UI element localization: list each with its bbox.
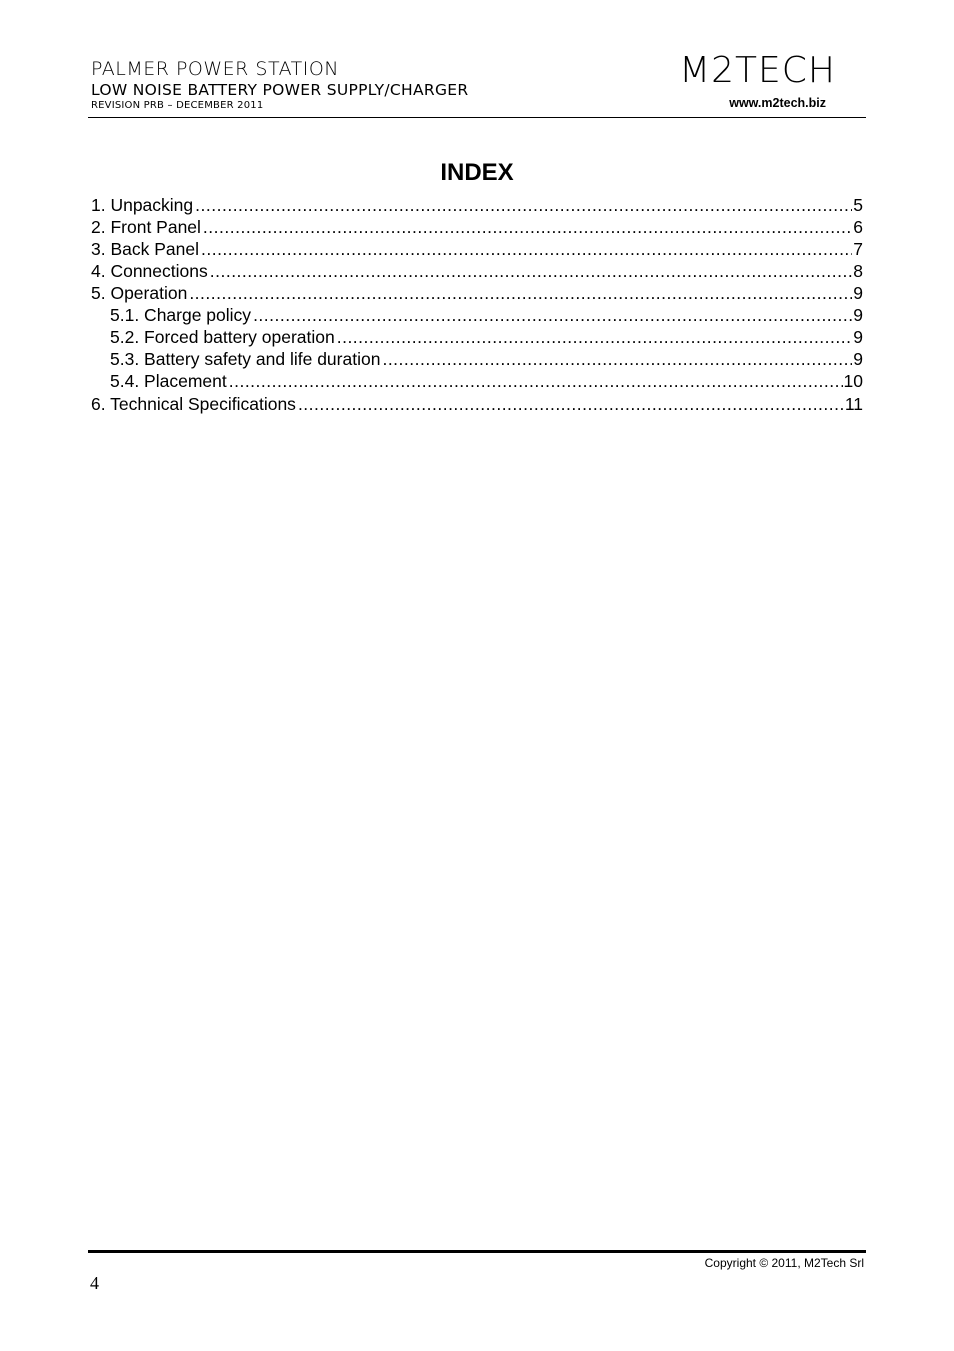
toc-entry-label: 5.1. Charge policy — [110, 305, 252, 325]
toc-entry-page: 8 — [853, 261, 863, 281]
revision-label: REVISION PRB – DECEMBER 2011 — [91, 100, 264, 111]
toc-entry-label: 5. Operation — [91, 283, 188, 303]
toc-entry-front-panel[interactable] — [91, 216, 863, 238]
toc-entry-page: 11 — [844, 394, 863, 414]
toc-entry-page: 9 — [853, 283, 863, 303]
toc-entry-back-panel[interactable] — [91, 238, 863, 260]
toc-entry-label: 1. Unpacking — [91, 195, 194, 215]
toc-entry-label: 4. Connections — [91, 261, 208, 281]
toc-entry-label: 5.2. Forced battery operation — [110, 327, 335, 347]
document-title: PALMER POWER STATION — [91, 58, 340, 80]
toc-entry-page: 6 — [853, 217, 863, 237]
toc-entry-connections[interactable] — [91, 260, 863, 282]
toc-entry-forced-battery-operation[interactable] — [91, 326, 863, 348]
toc-entry-label: 3. Back Panel — [91, 239, 199, 259]
dot-leader — [210, 260, 853, 282]
dot-leader — [195, 194, 852, 216]
toc-entry-placement[interactable] — [91, 370, 863, 392]
toc-entry-charge-policy[interactable] — [91, 304, 863, 326]
copyright-notice: Copyright © 2011, M2Tech Srl — [704, 1256, 864, 1270]
table-of-contents — [91, 194, 863, 415]
toc-entry-label: 5.4. Placement — [110, 371, 227, 391]
toc-entry-page: 9 — [853, 305, 863, 325]
dot-leader — [253, 304, 852, 326]
dot-leader — [203, 216, 852, 238]
m2tech-logo: M2TECH — [679, 50, 836, 91]
toc-entry-technical-specifications[interactable] — [91, 393, 863, 415]
footer-divider — [88, 1250, 866, 1253]
website-url: www.m2tech.biz — [729, 96, 826, 110]
index-title: INDEX — [440, 159, 514, 186]
toc-entry-operation[interactable] — [91, 282, 863, 304]
dot-leader — [229, 370, 843, 392]
dot-leader — [298, 393, 844, 415]
toc-entry-page: 9 — [853, 349, 863, 369]
toc-entry-page: 10 — [843, 371, 863, 391]
toc-entry-page: 7 — [853, 239, 863, 259]
toc-entry-battery-safety[interactable] — [91, 348, 863, 370]
header-divider — [88, 117, 866, 118]
dot-leader — [382, 348, 852, 370]
dot-leader — [337, 326, 853, 348]
toc-entry-label: 5.3. Battery safety and life duration — [110, 349, 381, 369]
dot-leader — [201, 238, 852, 260]
toc-entry-page: 5 — [853, 195, 863, 215]
page-header — [91, 50, 866, 118]
toc-entry-label: 2. Front Panel — [91, 217, 201, 237]
document-subtitle: LOW NOISE BATTERY POWER SUPPLY/CHARGER — [91, 81, 469, 99]
toc-entry-page: 9 — [853, 327, 863, 347]
toc-entry-label: 6. Technical Specifications — [91, 394, 296, 414]
toc-entry-unpacking[interactable] — [91, 194, 863, 216]
page-number: 4 — [90, 1273, 99, 1293]
dot-leader — [189, 282, 852, 304]
